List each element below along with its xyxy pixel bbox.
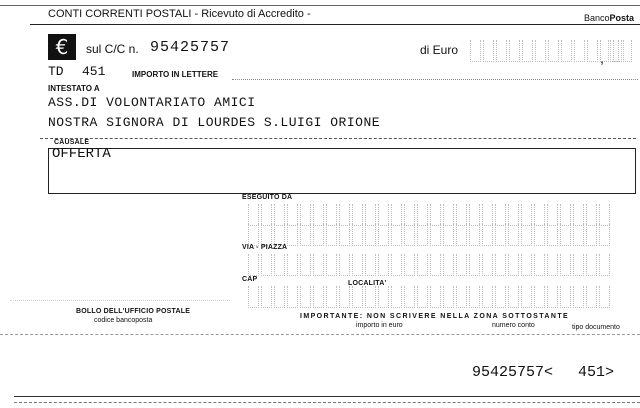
causale-box xyxy=(48,148,636,194)
bottom-border-dashed xyxy=(14,402,640,403)
bollo-label: BOLLO DELL'UFFICIO POSTALE xyxy=(76,308,191,315)
intestato-label: INTESTATO A xyxy=(48,84,100,93)
brand-logo xyxy=(584,13,634,23)
cents-boxes xyxy=(608,40,632,62)
cc-number: 95425757 xyxy=(150,39,231,56)
header-rule xyxy=(30,24,640,25)
eseguito-da-label: ESEGUITO DA xyxy=(242,194,293,201)
footer-divider xyxy=(0,334,640,335)
cap-label: CAP xyxy=(242,276,258,283)
form-title: CONTI CORRENTI POSTALI - Ricevuto di Accredito - xyxy=(48,8,311,20)
intestato-line-2: NOSTRA SIGNORA DI LOURDES S.LUIGI ORIONE xyxy=(48,115,381,130)
left-faint-line xyxy=(10,300,230,301)
brand-bold-text: Posta xyxy=(609,13,635,23)
eseguito-boxes-1 xyxy=(248,204,610,226)
cc-label: sul C/C n. xyxy=(86,42,139,56)
numero-conto-label: numero conto xyxy=(492,322,535,329)
importo-lettere-line xyxy=(232,79,638,80)
cap-localita-boxes xyxy=(248,286,610,308)
brand-light-text: Banco xyxy=(584,13,610,23)
importo-lettere-label: IMPORTO IN LETTERE xyxy=(132,70,219,79)
eseguito-boxes-2 xyxy=(248,224,610,246)
intestato-divider xyxy=(40,138,636,139)
causale-value: OFFERTA xyxy=(52,146,111,162)
bottom-border xyxy=(14,396,640,397)
ocr-type: 451> xyxy=(578,364,615,381)
warning-label: IMPORTANTE: NON SCRIVERE NELLA ZONA SOTTOSTANTE xyxy=(300,313,570,320)
codice-bancoposta-label: codice bancoposta xyxy=(94,317,153,324)
ocr-account: 95425757< xyxy=(472,364,554,381)
top-border xyxy=(0,5,640,6)
td-value: 451 xyxy=(82,64,106,79)
via-boxes xyxy=(248,254,610,276)
causale-label: CAUSALE xyxy=(54,139,90,146)
euro-label: di Euro xyxy=(420,43,459,57)
euro-icon: € xyxy=(48,34,76,60)
importo-euro-label: importo in euro xyxy=(356,322,403,329)
td-label: TD xyxy=(48,64,64,79)
tipo-documento-label: tipo documento xyxy=(572,324,620,331)
via-piazza-label: VIA - PIAZZA xyxy=(242,244,288,251)
localita-label: LOCALITA' xyxy=(348,280,387,287)
decimal-comma: , xyxy=(600,50,604,66)
intestato-line-1: ASS.DI VOLONTARIATO AMICI xyxy=(48,95,256,110)
